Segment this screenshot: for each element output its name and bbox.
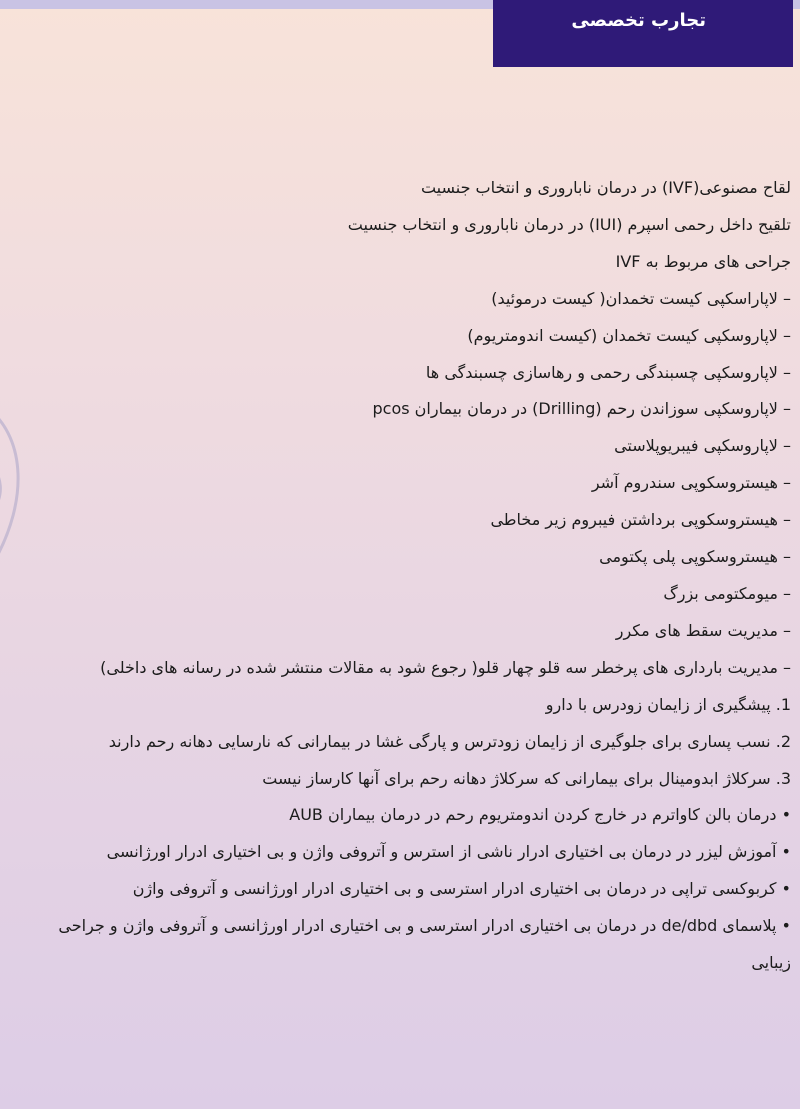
list-item: 1. پیشگیری از زایمان زودرس با دارو — [545, 694, 791, 714]
section-header-tab — [493, 0, 793, 67]
list-item: • آموزش لیزر در درمان بی اختیاری ادرار ناشی از استرس و آتروفی واژن و بی اختیاری ادرار اورژانسی — [106, 842, 791, 862]
list-item: – لاپاروسکپی فیبریوپلاستی — [614, 436, 791, 456]
list-item: • درمان بالن کاواترم در خارج کردن اندومتریوم رحم در درمان بیماران AUB — [289, 805, 791, 825]
list-item: 3. سرکلاژ ابدومینال برای بیمارانی که سرکلاژ دهانه رحم برای آنها کارساز نیست — [262, 768, 791, 788]
list-item: – هیستروسکوپی برداشتن فیبروم زیر مخاطی — [490, 510, 791, 530]
list-item: – مدیریت سقط های مکرر — [615, 620, 791, 640]
list-item: – مدیریت بارداری های پرخطر سه قلو چهار قلو( رجوع شود به مقالات منتشر شده در رسانه های داخلی) — [100, 657, 791, 677]
list-item: – هیستروسکوپی پلی پکتومی — [599, 547, 791, 567]
list-item: – لاپاراسکپی کیست تخمدان( کیست درموئید) — [491, 288, 791, 308]
list-item: – لاپاروسکپی کیست تخمدان (کیست اندومتریوم) — [467, 325, 791, 345]
experience-list — [31, 170, 791, 982]
list-item: – میومکتومی بزرگ — [663, 583, 791, 603]
section-title: تجارب تخصصی — [571, 10, 706, 31]
list-item: – هیستروسکوپی سندروم آشر — [591, 473, 791, 493]
list-item: • پلاسمای de/dbd در درمان بی اختیاری ادرار استرسی و بی اختیاری ادرار اورژانسی و آتروفی واژن و جراحی زیبایی — [58, 916, 791, 973]
list-item: تلقیح داخل رحمی اسپرم (IUI) در درمان ناباروری و انتخاب جنسیت — [347, 214, 791, 234]
list-item: جراحی های مربوط به IVF — [615, 251, 791, 271]
list-item: • کربوکسی تراپی در درمان بی اختیاری ادرار استرسی و بی اختیاری ادرار اورژانسی و آتروفی واژن — [132, 879, 791, 899]
list-item: – لاپاروسکپی سوزاندن رحم (Drilling) در درمان بیماران pcos — [372, 399, 791, 419]
list-item: 2. نسب پساری برای جلوگیری از زایمان زودترس و پارگی غشا در بیمارانی که نارسایی دهانه رحم دارند — [108, 731, 791, 751]
list-item: لقاح مصنوعی(IVF) در درمان ناباروری و انتخاب جنسیت — [420, 178, 791, 197]
list-item: – لاپاروسکپی چسبندگی رحمی و رهاسازی چسبندگی ها — [425, 362, 791, 382]
